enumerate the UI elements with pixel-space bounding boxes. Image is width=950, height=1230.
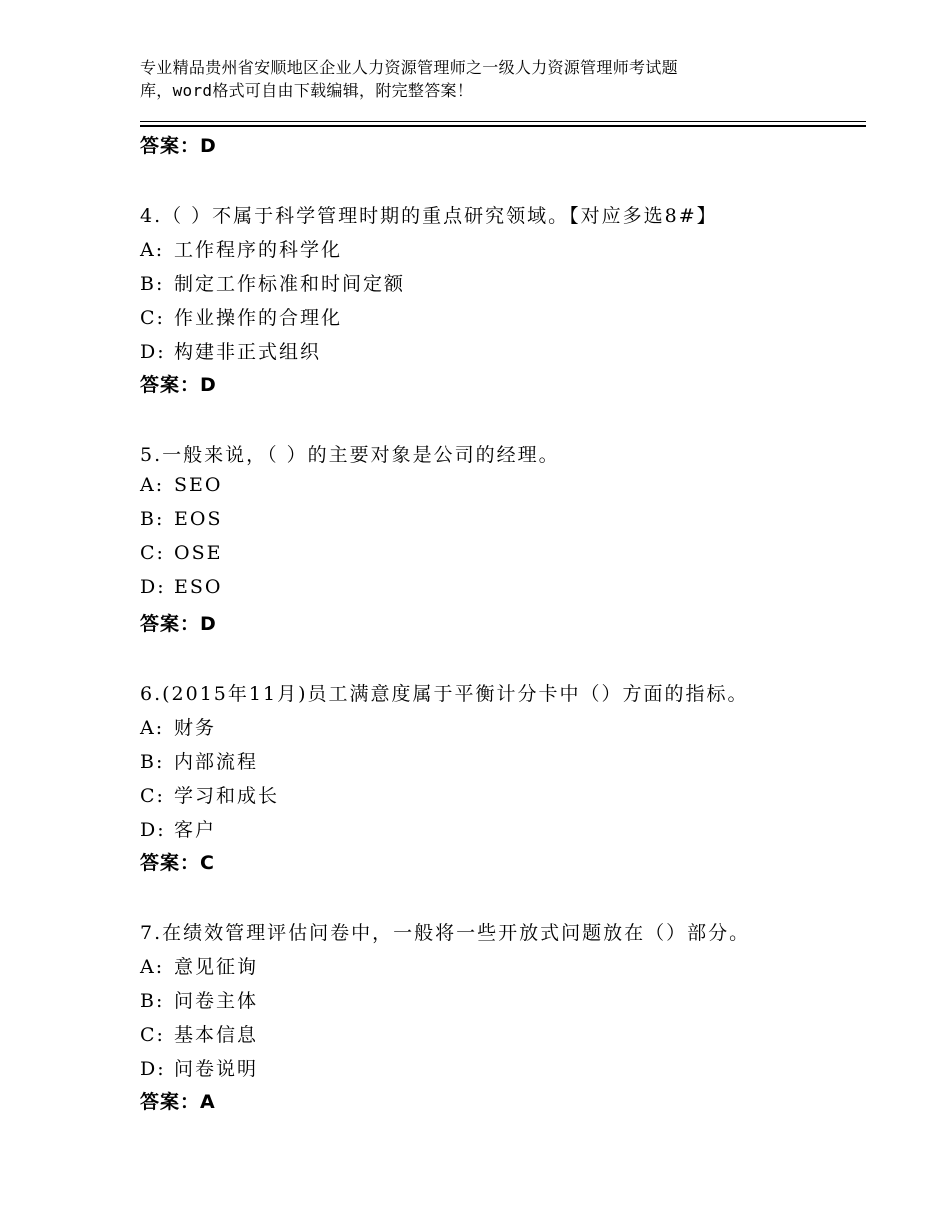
option-b	[140, 508, 222, 530]
option-c	[140, 1020, 258, 1047]
page-header	[140, 56, 820, 102]
option-text: 基本信息	[174, 1024, 259, 1046]
option-a	[140, 952, 258, 979]
question-text: 5.一般来说，（ ）的主要对象是公司的经理。	[140, 444, 560, 466]
answer-label: 答案：	[140, 374, 201, 396]
question-text: 7.在绩效管理评估问卷中，一般将一些开放式问题放在（）部分。	[140, 922, 751, 944]
option-a	[140, 235, 342, 262]
header-divider-thick	[140, 125, 866, 127]
option-text: 客户	[174, 819, 217, 841]
option-text: 财务	[174, 717, 217, 739]
answer-line	[140, 609, 217, 636]
option-text: ESO	[174, 576, 223, 598]
option-key: C:	[140, 1024, 165, 1046]
option-key: A:	[140, 956, 165, 978]
answer-line	[140, 370, 217, 397]
answer-label: 答案：	[140, 135, 201, 157]
option-a	[140, 474, 222, 496]
option-c	[140, 781, 279, 808]
option-text: 构建非正式组织	[174, 341, 322, 363]
option-d	[140, 337, 321, 364]
answer-value: D	[200, 135, 217, 157]
answer-value: A	[200, 1091, 216, 1113]
option-text: 内部流程	[174, 751, 259, 773]
option-key: C:	[140, 785, 165, 807]
answer-value: D	[200, 374, 217, 396]
option-key: B:	[140, 751, 165, 773]
header-divider-thin	[140, 121, 866, 122]
option-key: D:	[140, 819, 166, 841]
option-text: SEO	[174, 474, 223, 496]
option-text: 制定工作标准和时间定额	[174, 273, 406, 295]
option-key: C:	[140, 307, 165, 329]
option-key: B:	[140, 508, 165, 530]
answer-line	[140, 131, 217, 158]
option-text: 学习和成长	[174, 785, 280, 807]
option-d	[140, 1054, 258, 1081]
answer-label: 答案：	[140, 852, 201, 874]
option-key: D:	[140, 341, 166, 363]
header-line-2: 库，word格式可自由下载编辑，附完整答案！	[140, 81, 474, 100]
question-text: 4.（ ）不属于科学管理时期的重点研究领域。【对应多选8#】	[140, 205, 718, 227]
option-key: B:	[140, 273, 165, 295]
option-text: 问卷主体	[174, 990, 259, 1012]
option-text: 意见征询	[174, 956, 259, 978]
option-text: EOS	[174, 508, 223, 530]
answer-line	[140, 848, 215, 875]
option-b	[140, 747, 258, 774]
option-c	[140, 542, 222, 564]
option-b	[140, 986, 258, 1013]
option-text: 作业操作的合理化	[174, 307, 343, 329]
option-c	[140, 303, 342, 330]
option-d	[140, 815, 216, 842]
option-key: A:	[140, 239, 165, 261]
option-b	[140, 269, 405, 296]
question-text: 6.(2015年11月)员工满意度属于平衡计分卡中（）方面的指标。	[140, 683, 749, 705]
option-d	[140, 576, 222, 598]
option-text: 问卷说明	[174, 1058, 259, 1080]
option-key: A:	[140, 474, 165, 496]
option-text: 工作程序的科学化	[174, 239, 343, 261]
option-key: B:	[140, 990, 165, 1012]
option-key: C:	[140, 542, 165, 564]
answer-label: 答案：	[140, 1091, 201, 1113]
header-line-1: 专业精品贵州省安顺地区企业人力资源管理师之一级人力资源管理师考试题	[140, 58, 678, 77]
option-key: D:	[140, 576, 166, 598]
answer-value: D	[200, 613, 217, 635]
answer-label: 答案：	[140, 613, 201, 635]
option-key: A:	[140, 717, 165, 739]
option-key: D:	[140, 1058, 166, 1080]
answer-value: C	[200, 852, 215, 874]
option-a	[140, 713, 216, 740]
answer-line	[140, 1087, 216, 1114]
option-text: OSE	[174, 542, 223, 564]
